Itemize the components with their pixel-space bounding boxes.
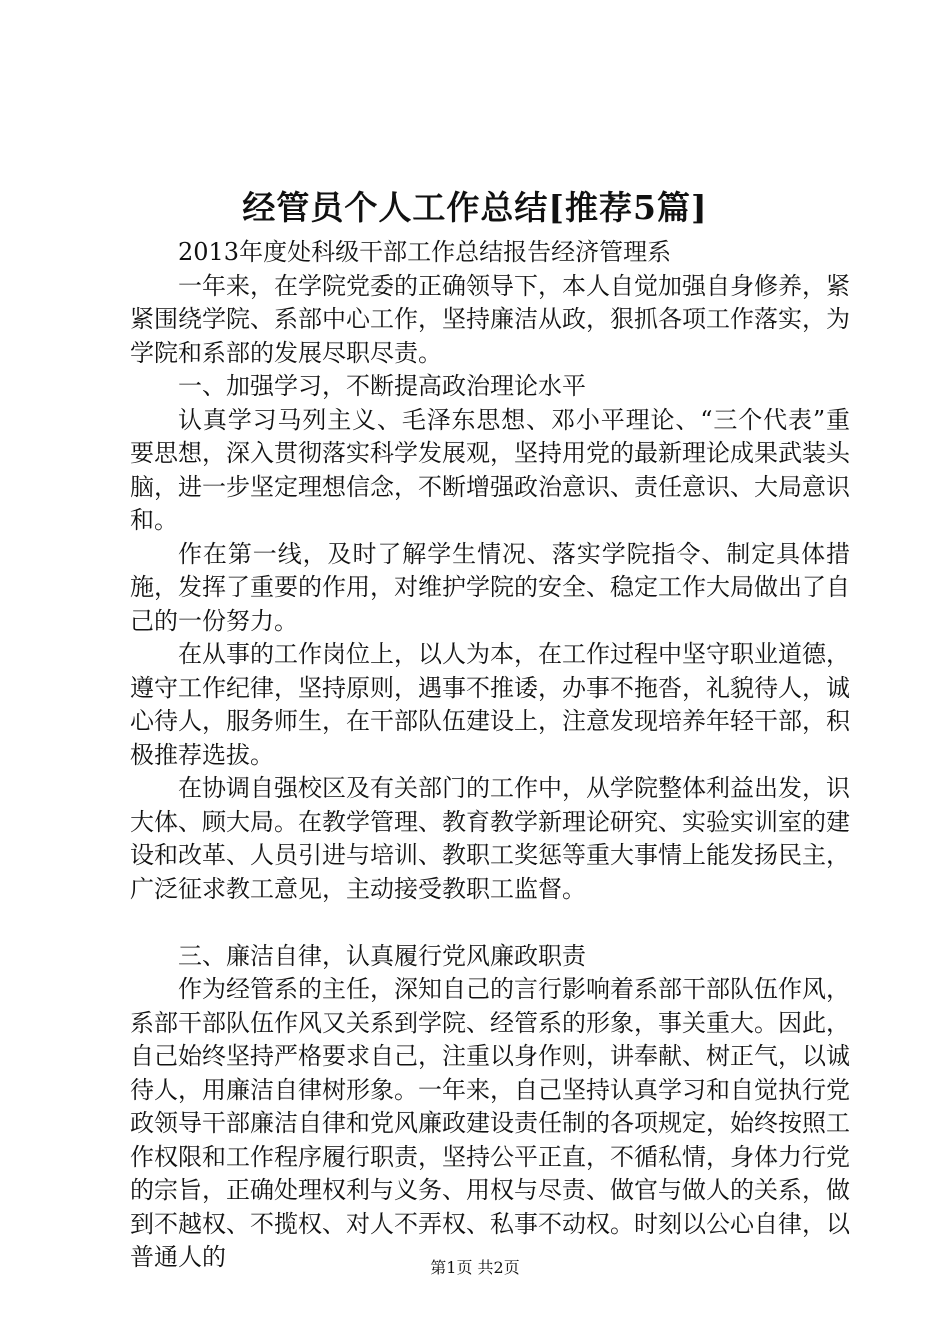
section-heading-integrity: 三、廉洁自律，认真履行党风廉政职责 [178, 941, 586, 970]
paragraph-post: 在从事的工作岗位上，以人为本，在工作过程中坚守职业道德，遵守工作纪律，坚持原则，遇事不推诿，办事不拖沓，礼貌待人，诚心待人，服务师生，在干部队伍建设上，注意发现培养年轻干部，积极推荐选拔。 [130, 640, 850, 769]
paragraph-frontline: 作在第一线，及时了解学生情况、落实学院指令、制定具体措施，发挥了重要的作用，对维护学院的安全、稳定工作大局做出了自己的一份努力。 [130, 539, 850, 635]
section-heading-study: 一、加强学习，不断提高政治理论水平 [178, 372, 586, 400]
paragraph-coordination: 在协调自强校区及有关部门的工作中，从学院整体利益出发，识大体、顾大局。在教学管理、教育教学新理论研究、实验实训室的建设和改革、人员引进与培训、教职工奖惩等重大事情上能发扬民主，广泛征求教工意见，主动接受教职工监督。 [130, 774, 850, 903]
page-footer: 第1页 共2页 [430, 1258, 520, 1277]
paragraph-report-heading: 2013年度处科级干部工作总结报告经济管理系 [178, 238, 672, 266]
paragraph-intro: 一年来，在学院党委的正确领导下，本人自觉加强自身修养，紧紧围绕学院、系部中心工作，坚持廉洁从政，狠抓各项工作落实，为学院和系部的发展尽职尽责。 [130, 271, 850, 367]
document-title: 经管员个人工作总结[推荐5篇] [242, 188, 708, 227]
paragraph-integrity: 作为经管系的主任，深知自己的言行影响着系部干部队伍作风，系部干部队伍作风又关系到学院、经管系的形象，事关重大。因此，自己始终坚持严格要求自己，注重以身作则，讲奉献、树正气，以诚待人，用廉洁自律树形象。一年来，自己坚持认真学习和自觉执行党政领导干部廉洁自律和党风廉政建设责任制的各项规定，始终按照工作权限和工作程序履行职责，坚持公平正直，不循私情，身体力行党的宗旨，正确处理权利与义务、用权与尽责、做官与做人的关系，做到不越权、不揽权、对人不弄权、私事不动权。时刻以公心自律，以普通人的 [130, 975, 850, 1271]
paragraph-study: 认真学习马列主义、毛泽东思想、邓小平理论、“三个代表”重要思想，深入贯彻落实科学发展观，坚持用党的最新理论成果武装头脑，进一步坚定理想信念，不断增强政治意识、责任意识、大局意识和。 [130, 405, 850, 534]
document-body [130, 236, 850, 1275]
paragraph-gap [130, 906, 850, 940]
